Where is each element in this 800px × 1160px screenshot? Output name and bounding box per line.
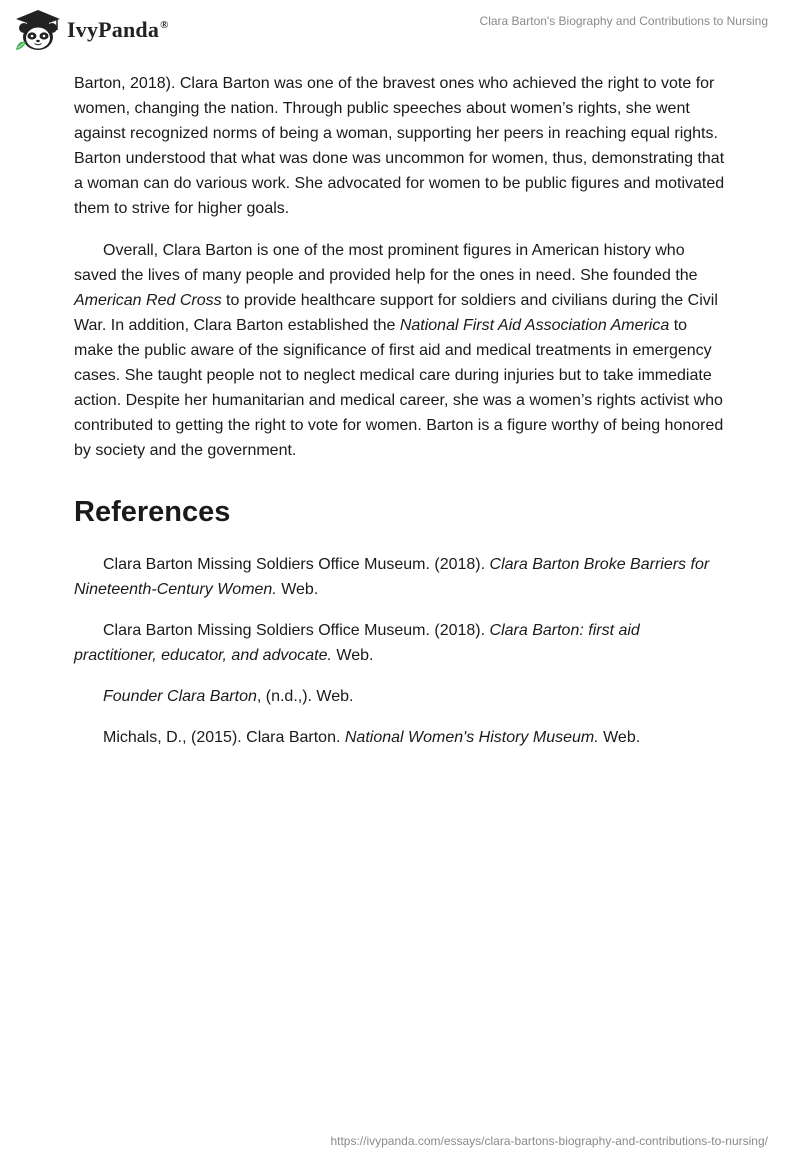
paragraph-text: Overall, Clara Barton is one of the most prominent figures in American history who saved the lives of many people and provided help for the ones in need. She founded the [74,242,698,284]
reference-item: Clara Barton Missing Soldiers Office Museum. (2018). Clara Barton Broke Barriers for Nineteenth-Century Women. Web. [74,556,710,598]
paragraph-text: to provide healthcare support for soldiers and civilians during the Civil War. In addition, Clara Barton established the [74,292,718,334]
reference-item: Michals, D., (2015). Clara Barton. National Women's History Museum. Web. [103,729,641,746]
essay-content [74,71,726,766]
registered-mark: ® [160,19,169,31]
reference-item: Founder Clara Barton, (n.d.,). Web. [103,688,354,705]
paragraph-conclusion [74,238,726,463]
document-title: Clara Barton's Biography and Contributions to Nursing [479,14,768,28]
paragraph-continuation: Barton, 2018). Clara Barton was one of the bravest ones who achieved the right to vote for women, changing the nation. Through public speeches about women’s rights, she went against recognized norms of being a woman, supporting her peers in reaching equal rights. Barton understood that what was done was uncommon for women, thus, demonstrating that a woman can do various work. She advocated for women to be public figures and motivated them to strive for higher goals. [74,75,725,217]
references-heading: References [74,496,231,528]
brand-name: IvyPanda® [67,17,169,42]
italic-org-name: American Red Cross [74,292,222,309]
page-header [0,0,800,64]
italic-org-name: National First Aid Association America [399,317,670,334]
panda-graduate-icon [14,8,62,52]
ivypanda-logo[interactable] [14,8,169,52]
source-url-link[interactable]: https://ivypanda.com/essays/clara-bartons-biography-and-contributions-to-nursing/ [330,1134,768,1148]
paragraph-text: to make the public aware of the significance of first aid and medical treatments in emergency cases. She taught people not to neglect medical care during injuries but to take immediate action. Despite her humanitarian and medical career, she was a women’s rights activist who contributed to getting the right to vote for women. Barton is a figure worthy of being honored by society and the government. [74,317,724,459]
reference-item: Clara Barton Missing Soldiers Office Museum. (2018). Clara Barton: first aid practitioner, educator, and advocate. Web. [74,622,640,664]
